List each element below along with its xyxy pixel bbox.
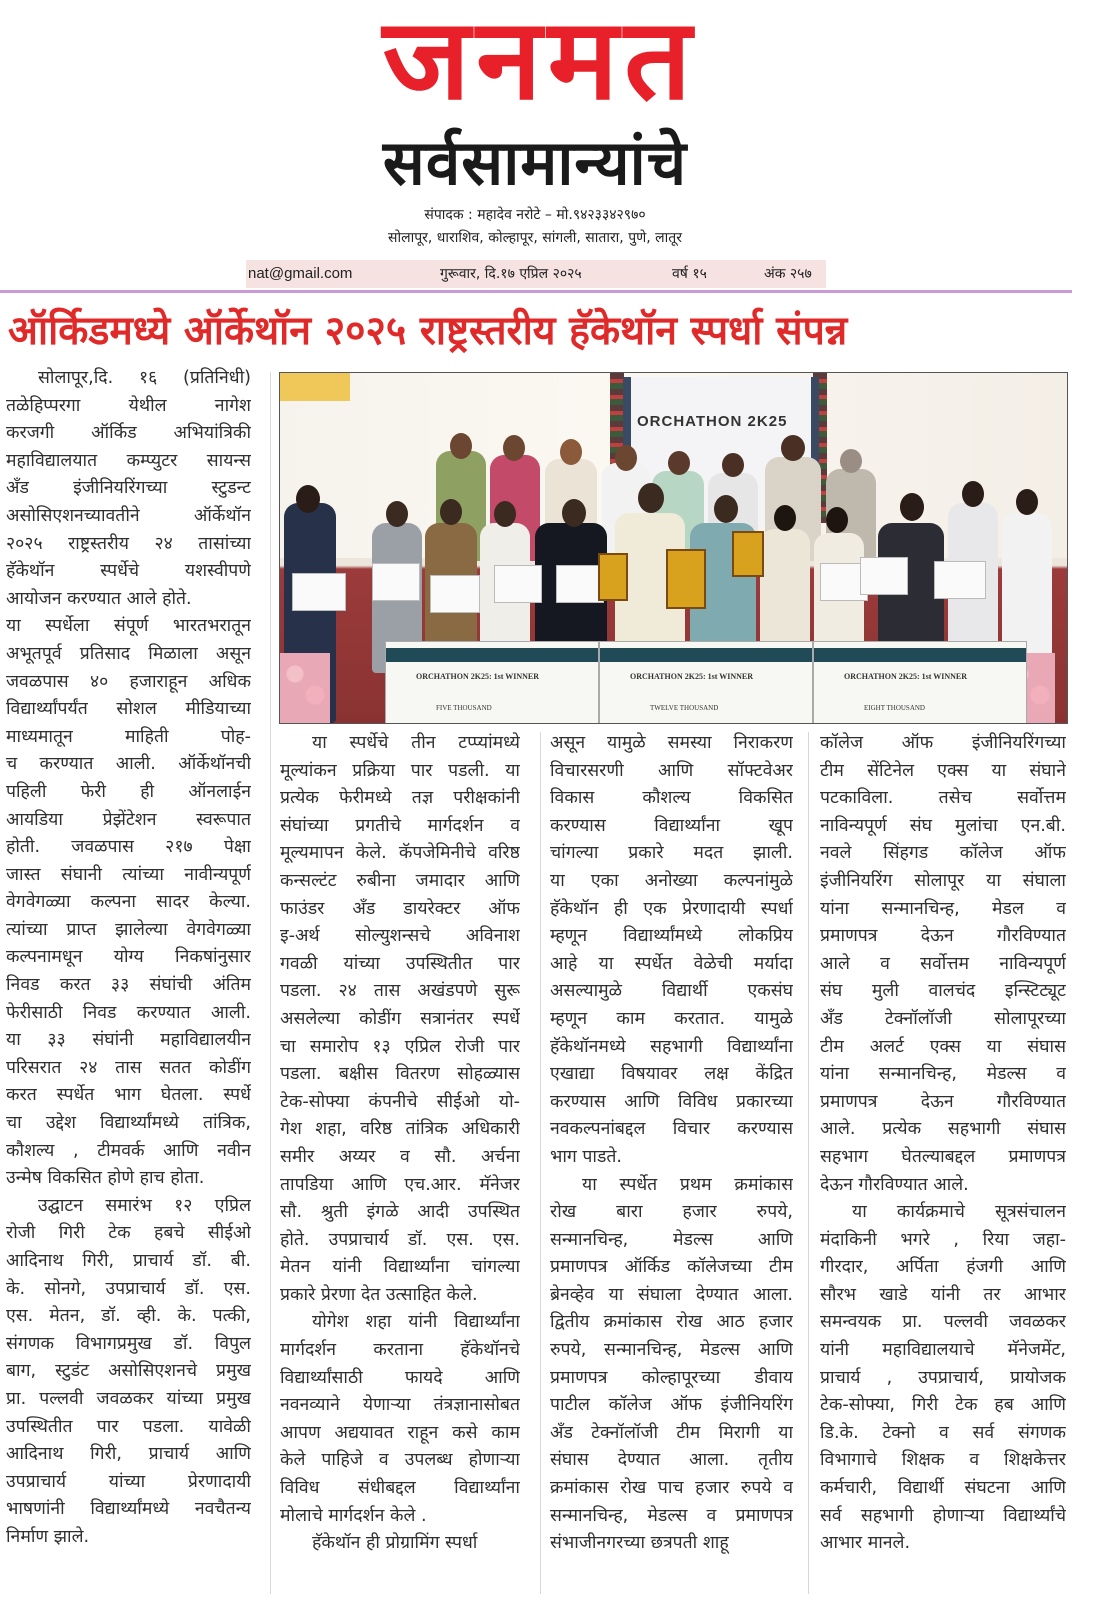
article-text-line: परिसरात २४ तास सतत कोडींग <box>6 1057 251 1078</box>
article-column-4 <box>820 730 1066 1558</box>
prize-cheque <box>813 641 1027 724</box>
issue-date: गुरूवार, दि.१७ एप्रिल २०२५ <box>440 266 582 282</box>
article-text-line: कल्पनामधून योग्य निकषांनुसार <box>6 947 251 968</box>
article-text-line: टेक-सोफ्या कंपनीचे सीईओ यो- <box>280 1091 520 1112</box>
article-text-line: कौशल्य , टीमवर्क आणि नवीन <box>6 1140 251 1161</box>
article-text-line: या कार्यक्रमाचे सूत्रसंचालन <box>852 1202 1066 1223</box>
certificate <box>860 557 908 595</box>
article-text-line: मोलाचे मार्गदर्शन केले . <box>280 1505 427 1526</box>
article-text-line: वेगवेगळ्या कल्पना सादर केल्या. <box>6 892 251 913</box>
masthead-divider <box>0 290 1072 293</box>
certificate <box>430 575 480 613</box>
article-text-line: टीम अलर्ट एक्स या संघास <box>820 1036 1066 1057</box>
article-column-1 <box>6 365 251 1552</box>
article-text-line: मेतन यांनी विद्यार्थ्यांना चांगल्या <box>280 1257 520 1278</box>
article-text-line: प्राचार्य , उपप्राचार्य, प्रायोजक <box>820 1367 1066 1388</box>
person-head <box>722 453 744 477</box>
article-text-line: विद्यार्थ्यांपर्यंत सोशल मीडियाच्या <box>6 699 251 720</box>
article-text-line: बाग, स्टुडंट असोसिएशनचे प्रमुख <box>6 1361 251 1382</box>
article-text-line: होती. जवळपास २१७ पेक्षा <box>6 837 251 858</box>
article-text-line: आभार मानले. <box>820 1533 911 1554</box>
issue-number: अंक २५७ <box>764 266 812 282</box>
cheque-title: ORCHATHON 2K25: 1st WINNER <box>630 672 754 681</box>
certificate <box>292 573 346 611</box>
article-text-line: उन्मेष विकसित होणे हाच होता. <box>6 1168 205 1189</box>
article-text-line: प्रत्येक फेरीमध्ये तज्ञ परीक्षकांनी <box>280 788 520 809</box>
masthead <box>0 0 1093 292</box>
article-text-line: तापडिया आणि एच.आर. मॅनेजर <box>280 1174 520 1195</box>
article-text-line: नवनव्याने येणाऱ्या तंत्रज्ञानासोबत <box>280 1395 520 1416</box>
article-text-line: असोसिएशनच्यावतीने ऑर्केथॉन <box>6 505 251 526</box>
article-text-line: के. सोनगे, उपप्राचार्य डॉ. एस. <box>6 1278 251 1299</box>
article-text-line: विचारसरणी आणि सॉफ्टवेअर <box>550 760 793 781</box>
article-text-line: या एका अनोख्या कल्पनांमुळे <box>550 870 793 891</box>
article-text-line: जास्त संघानी त्यांच्या नावीन्यपूर्ण <box>6 864 251 885</box>
article-text-line: टीम सेंटिनेल एक्स या संघाने <box>820 760 1066 781</box>
person-head <box>714 495 738 523</box>
cheque-header-band <box>386 648 598 662</box>
article-text-line: हॅकेथॉनमध्ये सहभागी विद्यार्थ्यांना <box>550 1036 793 1057</box>
article-text-line: फेरीसाठी निवड करण्यात आली. <box>6 1002 251 1023</box>
cheque-amount: EIGHT THOUSAND <box>864 704 925 712</box>
article-text-line: विद्यार्थ्यांसाठी फायदे आणि <box>280 1367 520 1388</box>
article-text-line: ब्रेनव्हेव या संघाला देण्यात आला. <box>550 1284 793 1305</box>
article-text-line: असल्यामुळे विद्यार्थी एकसंघ <box>550 981 793 1002</box>
article-text-line: असून यामुळे समस्या निराकरण <box>550 733 793 753</box>
cheque-amount: TWELVE THOUSAND <box>650 704 719 712</box>
cheque-title: ORCHATHON 2K25: 1st WINNER <box>416 672 540 681</box>
article-text-line: जवळपास ४० हजाराहून अधिक <box>6 671 251 692</box>
article-text-line: आले व सर्वोत्तम नाविन्यपूर्ण <box>820 953 1066 974</box>
article-text-line: सन्मानचिन्ह, मेडल्स व प्रमाणपत्र <box>550 1505 793 1526</box>
person-head <box>962 481 984 507</box>
article-text-line: आयोजन करण्यात आले होते. <box>6 588 192 609</box>
article-text-line: होते. उपप्राचार्य डॉ. एस. एस. <box>280 1229 520 1250</box>
person-head <box>450 433 472 459</box>
person-head <box>562 499 586 527</box>
person-head <box>386 501 408 527</box>
article-text-line: या स्पर्धेचे तीन टप्प्यांमध्ये <box>312 733 520 753</box>
article-text-line: आदिनाथ गिरी, प्राचार्य डॉ. बी. <box>6 1251 251 1271</box>
article-text-line: यांनी महाविद्यालयाचे मॅनेजमेंट, <box>820 1340 1066 1361</box>
trophy-plaque <box>666 549 706 609</box>
editions-line: सोलापूर, धाराशिव, कोल्हापूर, सांगली, सातारा, पुणे, लातूर <box>388 230 682 246</box>
article-text-line: फाउंडर अँड डायरेक्टर ऑफ <box>280 898 520 919</box>
article-text-line: अभूतपूर्व प्रतिसाद मिळाला असून <box>6 643 251 664</box>
article-text-line: उपस्थितीत पार पडला. यावेळी <box>6 1416 251 1437</box>
article-text-line: सौ. श्रुती इंगळे आदी उपस्थित <box>280 1202 520 1223</box>
article-text-line: संघास देण्यात आला. तृतीय <box>550 1450 793 1471</box>
person-head <box>781 435 805 461</box>
article-text-line: समन्वयक प्रा. पल्लवी जवळकर <box>820 1312 1066 1333</box>
prize-cheque <box>599 641 813 724</box>
article-text-line: या स्पर्धेला संपूर्ण भारतभरातून <box>6 616 251 637</box>
article-text-line: नवकल्पनांबद्दल विचार करण्यास <box>550 1119 793 1140</box>
article-text-line: हॅकेथॉन स्पर्धेचे यशस्वीपणे <box>6 561 251 582</box>
article-text-line: अँड टेक्नॉलॉजी सोलापूरच्या <box>820 1008 1066 1029</box>
article-text-line: गेश शहा, वरिष्ठ तांत्रिक अधिकारी <box>280 1119 520 1140</box>
article-text-line: आहे या स्पर्धेत वेळेची मर्यादा <box>550 953 793 974</box>
person-head <box>296 485 320 513</box>
article-text-line: रुपये, सन्मानचिन्ह, मेडल्स आणि <box>550 1340 793 1361</box>
article-text-line: टेक-सोफ्या, गिरी टेक हब आणि <box>820 1395 1066 1416</box>
article-text-line: संघांच्या प्रगतीचे मार्गदर्शन व <box>280 815 520 836</box>
article-text-line: नवले सिंहगड कॉलेज ऑफ <box>820 843 1066 864</box>
article-text-line: महाविद्यालयात कम्प्युटर सायन्स <box>6 450 251 471</box>
article-text-line: प्रमाणपत्र कोल्हापूरच्या डीवाय <box>550 1367 793 1388</box>
cheque-header-band <box>600 648 812 662</box>
article-text-line: गीरदार, अर्पिता हंजगी आणि <box>820 1257 1066 1278</box>
article-text-line: प्रमाणपत्र ऑर्किड कॉलेजच्या टीम <box>550 1257 793 1278</box>
article-text-line: या स्पर्धेत प्रथम क्रमांकास <box>582 1174 793 1195</box>
article-text-line: एस. मेतन, डॉ. व्ही. के. पत्की, <box>6 1306 251 1327</box>
article-text-line: चा समारोप १३ एप्रिल रोजी पार <box>280 1036 520 1057</box>
person-head <box>774 505 796 531</box>
article-text-line: करण्यास आणि विविध प्रकारच्या <box>550 1091 793 1112</box>
article-text-line: प्रा. पल्लवी जवळकर यांच्या प्रमुख <box>6 1388 251 1409</box>
article-text-line: संघ मुली वालचंद इन्स्टिट्यूट <box>820 981 1066 1002</box>
person-head <box>826 507 848 533</box>
article-text-line: रोजी गिरी टेक हबचे सीईओ <box>6 1223 251 1244</box>
cheque-amount: FIVE THOUSAND <box>436 704 492 712</box>
cheque-header-band <box>814 648 1026 662</box>
person-head <box>615 445 637 471</box>
article-text-line: मूल्यमापन केले. कॅपजेमिनीचे वरिष्ठ <box>280 843 520 864</box>
article-text-line: संभाजीनगरच्या छत्रपती शाहू <box>550 1533 729 1554</box>
article-text-line: प्रकारे प्रेरणा देत उत्साहित केले. <box>280 1284 478 1305</box>
article-text-line: मूल्यांकन प्रक्रिया पार पडली. या <box>280 760 520 781</box>
article-text-line: पडला. २४ तास अखंडपणे सुरू <box>280 981 520 1002</box>
person-head <box>840 449 862 473</box>
column-divider <box>808 732 809 1594</box>
article-text-line: आपण अद्ययावत राहून कसे काम <box>280 1422 520 1443</box>
person-head <box>503 435 525 461</box>
article-text-line: इ-अर्थ सोल्युशन्सचे अविनाश <box>280 926 520 947</box>
article-text-line: क्रमांकास रोख पाच हजार रुपये व <box>550 1478 793 1499</box>
article-text-line: आले. प्रत्येक सहभागी संघास <box>820 1119 1066 1140</box>
article-text-line: आयडिया प्रेझेंटेशन स्वरूपात <box>6 809 251 830</box>
banner-title: ORCHATHON 2K25 <box>637 413 788 430</box>
person-head <box>1016 489 1038 515</box>
article-text-line: सौरभ खाडे यांनी तर आभार <box>820 1284 1066 1305</box>
photo-wall-accent <box>280 373 350 401</box>
newspaper-subtitle: सर्वसामान्यांचे <box>382 126 688 199</box>
article-text-line: निर्माण झाले. <box>6 1526 90 1547</box>
certificate <box>934 561 986 599</box>
article-column-3 <box>550 730 793 1558</box>
certificate <box>494 565 542 603</box>
article-text-line: मंदाकिनी भगरे , रिया जहा- <box>820 1229 1066 1250</box>
person-head <box>440 499 462 525</box>
prize-cheque <box>385 641 599 724</box>
article-text-line: त्यांच्या प्राप्त झालेल्या वेगवेगळ्या <box>6 919 251 940</box>
article-text-line: द्वितीय क्रमांकास रोख आठ हजार <box>550 1312 793 1333</box>
editor-line: संपादक : महादेव नरोटे – मो.९४२३३४२९७० <box>424 207 646 223</box>
article-text-line: सन्मानचिन्ह, मेडल्स आणि <box>550 1229 793 1250</box>
event-group-photo <box>279 372 1068 724</box>
article-text-line: इंजीनियरिंग सोलापूर या संघाला <box>820 870 1066 891</box>
article-text-line: म्हणून विद्यार्थ्यांमध्ये लोकप्रिय <box>550 926 793 947</box>
article-text-line: पटकाविला. तसेच सर्वोत्तम <box>820 788 1066 809</box>
article-headline: ऑर्किडमध्ये ऑर्केथॉन २०२५ राष्ट्रस्तरीय हॅकेथॉन स्पर्धा संपन्न <box>8 308 848 354</box>
article-text-line: हॅकेथॉन ही एक प्रेरणादायी स्पर्धा <box>550 898 793 919</box>
trophy-plaque <box>732 531 764 577</box>
article-text-line: पडला. बक्षीस वितरण सोहळ्यास <box>280 1064 520 1085</box>
article-text-line: सहभाग घेतल्याबद्दल प्रमाणपत्र <box>820 1146 1066 1167</box>
article-text-line: रोख बारा हजार रुपये, <box>550 1202 793 1223</box>
article-text-line: विविध संधीबद्दल विद्यार्थ्यांना <box>280 1478 520 1499</box>
flower-decoration <box>280 653 330 723</box>
person-head <box>668 451 690 475</box>
article-text-line: मार्गदर्शन करताना हॅकेथॉनचे <box>280 1340 520 1361</box>
article-text-line: चांगल्या प्रकारे मदत झाली. <box>550 843 793 864</box>
article-text-line: योगेश शहा यांनी विद्यार्थ्यांना <box>312 1312 520 1333</box>
article-text-line: करत स्पर्धेत भाग घेतला. स्पर्धे <box>6 1085 251 1106</box>
cheque-title: ORCHATHON 2K25: 1st WINNER <box>844 672 968 681</box>
person-head <box>638 483 664 513</box>
article-text-line: अँड टेक्नॉलॉजी टीम मिरागी या <box>550 1422 793 1443</box>
article-text-line: करण्यास विद्यार्थ्यांना खूप <box>550 815 793 836</box>
article-text-line: २०२५ राष्ट्रस्तरीय २४ तासांच्या <box>6 533 251 554</box>
certificate <box>372 563 420 601</box>
article-text-line: उपप्राचार्य यांच्या प्रेरणादायी <box>6 1471 251 1492</box>
article-text-line: माध्यमातून माहिती पोह- <box>6 726 251 747</box>
article-text-line: प्रमाणपत्र देऊन गौरविण्यात <box>820 926 1066 947</box>
article-text-line: नाविन्यपूर्ण संघ मुलांचा एन.बी. <box>820 815 1066 836</box>
article-text-line: करजगी ऑर्किड अभियांत्रिकी <box>6 423 251 444</box>
article-text-line: च करण्यात आली. ऑर्केथॉनची <box>6 754 251 775</box>
article-text-line: कर्मचारी, विद्यार्थी संघटना आणि <box>820 1478 1066 1499</box>
article-text-line: सोलापूर,दि. १६ (प्रतिनिधी) <box>38 368 251 388</box>
article-text-line: तळेहिप्परगा येथील नागेश <box>6 395 251 416</box>
article-text-line: असलेल्या कोडींग सत्रानंतर स्पर्धे <box>280 1008 520 1029</box>
trophy-plaque <box>598 553 628 601</box>
article-text-line: उद्घाटन समारंभ १२ एप्रिल <box>38 1195 251 1216</box>
article-text-line: पाटील कॉलेज ऑफ इंजीनियरिंग <box>550 1395 793 1416</box>
article-text-line: कन्सल्टंट रुबीना जमादार आणि <box>280 870 520 891</box>
article-text-line: पहिली फेरी ही ऑनलाईन <box>6 781 251 802</box>
article-text-line: कॉलेज ऑफ इंजीनियरिंगच्या <box>820 733 1066 753</box>
certificate <box>556 565 604 603</box>
prize-cheques <box>385 641 1035 723</box>
column-divider <box>270 372 271 1594</box>
article-text-line: भाषणांनी विद्यार्थ्यांमध्ये नवचैतन्य <box>6 1499 251 1520</box>
article-text-line: विभागाचे शिक्षक व शिक्षकेत्तर <box>820 1450 1066 1471</box>
person-head <box>494 501 516 527</box>
article-text-line: विकास कौशल्य विकसित <box>550 788 793 809</box>
column-divider <box>540 732 541 1594</box>
article-text-line: प्रमाणपत्र देऊन गौरविण्यात <box>820 1091 1066 1112</box>
article-text-line: आदिनाथ गिरी, प्राचार्य आणि <box>6 1444 251 1465</box>
article-text-line: म्हणून काम करतात. यामुळे <box>550 1008 793 1029</box>
article-text-line: डि.के. टेक्नो व सर्व संगणक <box>820 1422 1066 1443</box>
email-address: nat@gmail.com <box>248 265 353 282</box>
person-head <box>900 493 924 521</box>
article-text-line: गवळी यांच्या उपस्थितीत पार <box>280 953 520 974</box>
newspaper-title: जनमत <box>382 0 698 125</box>
volume-year: वर्ष १५ <box>672 266 707 282</box>
article-text-line: समीर अय्यर व सौ. अर्चना <box>280 1146 520 1167</box>
article-text-line: केले पाहिजे व उपलब्ध होणाऱ्या <box>280 1450 520 1471</box>
article-text-line: हॅकेथॉन ही प्रोग्रामिंग स्पर्धा <box>312 1533 478 1554</box>
article-text-line: संगणक विभागप्रमुख डॉ. विपुल <box>6 1333 251 1354</box>
article-text-line: यांना सन्मानचिन्ह, मेडल्स व <box>820 1064 1066 1085</box>
date-bar <box>246 260 826 288</box>
article-text-line: देऊन गौरविण्यात आले. <box>820 1174 969 1195</box>
article-text-line: या ३३ संघांनी महाविद्यालयीन <box>6 1030 251 1051</box>
article-text-line: एखाद्या विषयावर लक्ष केंद्रित <box>550 1064 793 1085</box>
article-text-line: सर्व सहभागी होणाऱ्या विद्यार्थ्यांचे <box>820 1505 1066 1526</box>
article-text-line: भाग पाडते. <box>550 1146 623 1167</box>
article-text-line: यांना सन्मानचिन्ह, मेडल व <box>820 898 1066 919</box>
article-text-line: अँड इंजीनियरिंगच्या स्टुडन्ट <box>6 478 251 499</box>
article-text-line: निवड करत ३३ संघांची अंतिम <box>6 975 251 996</box>
article-column-2 <box>280 730 520 1558</box>
person-head <box>560 439 582 465</box>
article-text-line: चा उद्देश विद्यार्थ्यांमध्ये तांत्रिक, <box>6 1113 251 1134</box>
